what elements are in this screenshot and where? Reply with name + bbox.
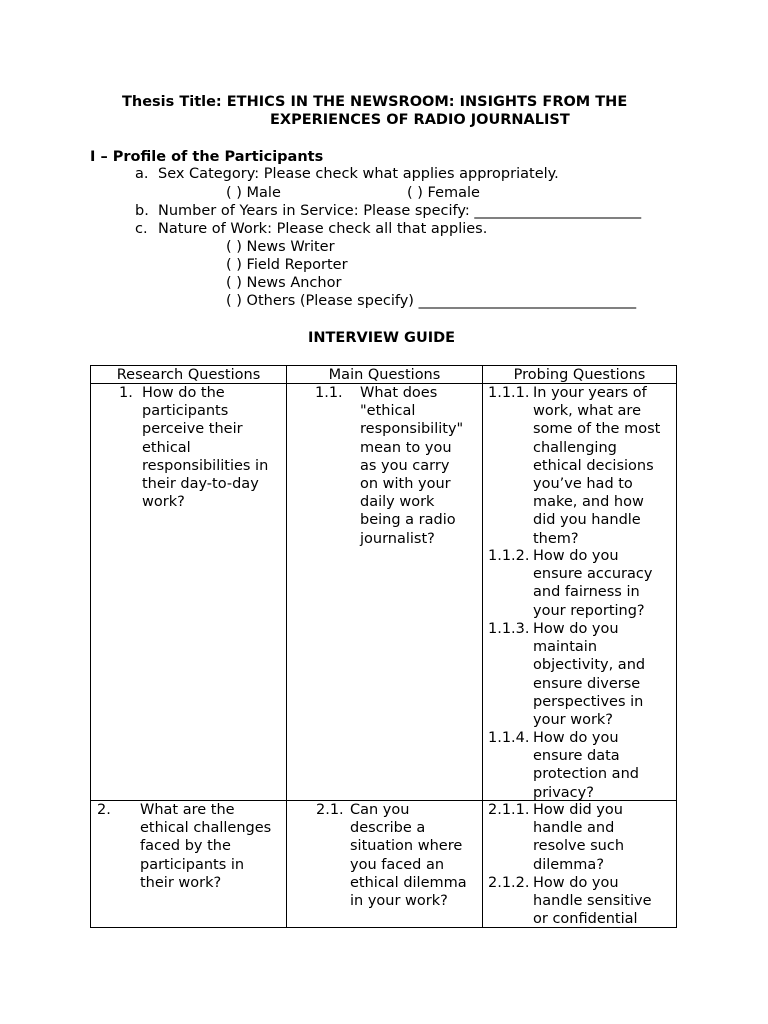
text-line: situation where — [350, 838, 463, 855]
option-female: ( ) Female — [407, 185, 480, 201]
option-news-writer: ( ) News Writer — [226, 239, 335, 255]
text-line: in your work? — [350, 893, 448, 910]
header-research-questions: Research Questions — [116, 367, 261, 383]
mq1-text — [360, 384, 463, 548]
option-male: ( ) Male — [226, 185, 281, 201]
pq-1-1-3-text — [533, 620, 645, 729]
interview-guide-heading: INTERVIEW GUIDE — [308, 330, 456, 346]
text-line: your work? — [533, 712, 613, 729]
pq-1-1-2-number: 1.1.2. — [488, 548, 530, 564]
text-line: you’ve had to — [533, 476, 633, 493]
rq2-number: 2. — [97, 802, 111, 818]
text-line: responsibilities in — [142, 457, 269, 474]
text-line: privacy? — [533, 784, 594, 801]
pq-2-1-2-number: 2.1.2. — [488, 875, 530, 891]
pq-1-1-4-number: 1.1.4. — [488, 730, 530, 746]
text-line: ethical — [142, 439, 191, 456]
pq-1-1-2-text — [533, 547, 652, 620]
text-line: maintain — [533, 639, 598, 656]
option-others: ( ) Others (Please specify) ______________________________ — [226, 293, 637, 309]
text-line: make, and how — [533, 494, 644, 511]
text-line: "ethical — [360, 403, 416, 420]
header-main-questions: Main Questions — [328, 367, 441, 383]
text-line: your reporting? — [533, 602, 645, 619]
text-line: their work? — [140, 874, 222, 891]
item-a-marker: a. — [135, 166, 149, 182]
text-line: resolve such — [533, 838, 625, 855]
thesis-title-line2: EXPERIENCES OF RADIO JOURNALIST — [270, 112, 570, 128]
text-line: How did you — [533, 802, 623, 818]
header-probing-questions: Probing Questions — [513, 367, 646, 383]
pq-2-1-1-number: 2.1.1. — [488, 802, 530, 818]
text-line: as you carry — [360, 457, 450, 474]
text-line: ensure accuracy — [533, 566, 653, 583]
item-b-text: Number of Years in Service: Please specify: _______________________ — [158, 203, 642, 219]
text-line: handle sensitive — [533, 893, 652, 910]
text-line: ensure diverse — [533, 675, 641, 692]
pq-1-1-3-number: 1.1.3. — [488, 621, 530, 637]
text-line: you faced an — [350, 856, 445, 873]
table-border-left — [90, 365, 91, 928]
text-line: objectivity, and — [533, 657, 646, 674]
section-heading: I – Profile of the Participants — [90, 149, 324, 165]
table-col-rule-1 — [286, 365, 287, 928]
text-line: participants — [142, 403, 229, 420]
text-line: perspectives in — [533, 693, 644, 710]
text-line: work, what are — [533, 403, 641, 420]
rq2-text — [140, 801, 271, 892]
text-line: journalist? — [360, 530, 435, 547]
text-line: and fairness in — [533, 584, 640, 601]
text-line: did you handle — [533, 512, 641, 529]
interview-table — [90, 365, 677, 928]
text-line: or confidential — [533, 911, 638, 928]
text-line: perceive their — [142, 421, 243, 438]
text-line: How do the — [142, 385, 225, 401]
text-line: describe a — [350, 820, 426, 837]
text-line: on with your — [360, 476, 451, 493]
pq-2-1-1-text — [533, 801, 624, 874]
text-line: mean to you — [360, 439, 452, 456]
text-line: them? — [533, 530, 579, 547]
table-col-rule-2 — [482, 365, 483, 928]
option-field-reporter: ( ) Field Reporter — [226, 257, 348, 273]
text-line: responsibility" — [360, 421, 464, 438]
text-line: How do you — [533, 875, 619, 891]
item-c-marker: c. — [135, 221, 148, 237]
text-line: Can you — [350, 802, 410, 818]
thesis-title-line1: Thesis Title: ETHICS IN THE NEWSROOM: INSIGHTS FROM THE — [122, 94, 628, 110]
pq-2-1-2-text — [533, 874, 652, 929]
text-line: ethical dilemma — [350, 874, 467, 891]
text-line: What does — [360, 385, 438, 401]
item-b-marker: b. — [135, 203, 149, 219]
rq1-text — [142, 384, 268, 511]
text-line: protection and — [533, 766, 639, 783]
text-line: ensure data — [533, 748, 620, 765]
text-line: some of the most — [533, 421, 661, 438]
text-line: ethical challenges — [140, 820, 272, 837]
text-line: ethical decisions — [533, 457, 654, 474]
mq1-number: 1.1. — [315, 385, 343, 401]
rq1-number: 1. — [119, 385, 133, 401]
text-line: What are the — [140, 802, 235, 818]
table-border-right — [676, 365, 677, 928]
text-line: faced by the — [140, 838, 231, 855]
text-line: How do you — [533, 621, 619, 637]
text-line: How do you — [533, 730, 619, 746]
item-a-text: Sex Category: Please check what applies appropriately. — [158, 166, 559, 182]
text-line: How do you — [533, 548, 619, 564]
text-line: work? — [142, 494, 185, 511]
text-line: challenging — [533, 439, 617, 456]
mq2-text — [350, 801, 467, 910]
option-news-anchor: ( ) News Anchor — [226, 275, 342, 291]
mq2-number: 2.1. — [316, 802, 344, 818]
text-line: In your years of — [533, 385, 647, 401]
pq-1-1-1-number: 1.1.1. — [488, 385, 530, 401]
pq-1-1-1-text — [533, 384, 660, 548]
pq-1-1-4-text — [533, 729, 639, 802]
text-line: participants in — [140, 856, 245, 873]
item-c-text: Nature of Work: Please check all that applies. — [158, 221, 488, 237]
text-line: daily work — [360, 494, 435, 511]
text-line: handle and — [533, 820, 615, 837]
text-line: being a radio — [360, 512, 456, 529]
text-line: dilemma? — [533, 856, 605, 873]
text-line: their day-to-day — [142, 476, 259, 493]
